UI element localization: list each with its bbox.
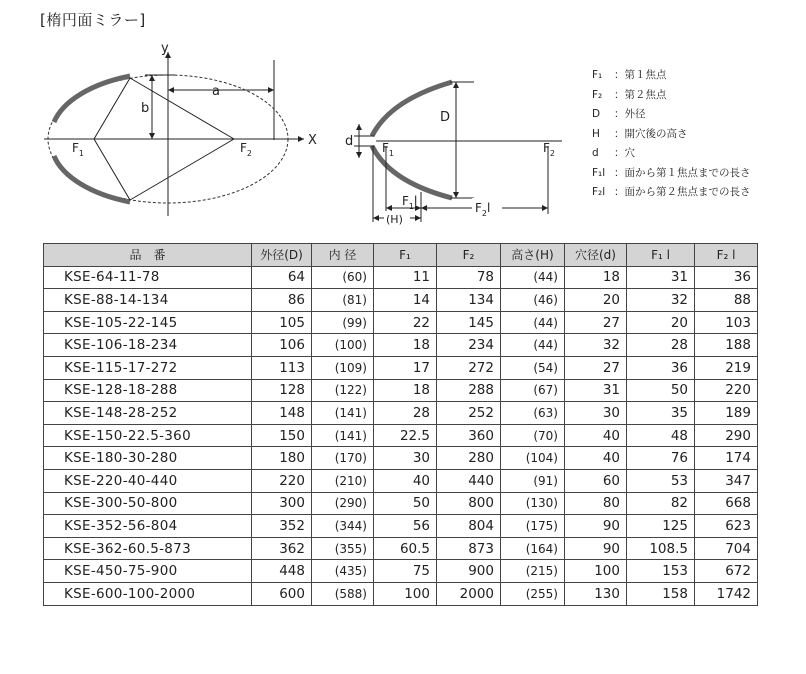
table-cell: 220 xyxy=(252,469,312,492)
table-cell: (70) xyxy=(501,424,565,447)
legend-symbol: F₂l xyxy=(592,186,606,198)
table-cell: (122) xyxy=(312,379,374,402)
table-cell: (91) xyxy=(501,469,565,492)
table-cell: (44) xyxy=(501,334,565,357)
mid-f1-subscript: 1 xyxy=(388,149,394,158)
table-cell: 174 xyxy=(695,447,758,470)
table-cell: 704 xyxy=(695,537,758,560)
table-cell: (67) xyxy=(501,379,565,402)
legend-description: ：第２焦点 xyxy=(614,88,667,101)
a-label: a xyxy=(212,84,220,99)
table-cell: 30 xyxy=(565,402,627,425)
column-header: F₂ xyxy=(437,244,501,267)
table-cell: 64 xyxy=(252,266,312,289)
table-cell: 440 xyxy=(437,469,501,492)
column-header: 品 番 xyxy=(44,244,252,267)
table-cell: 90 xyxy=(565,537,627,560)
model-number-cell: KSE-362-60.5-873 xyxy=(44,537,252,560)
f2l-l: l xyxy=(487,201,491,215)
f1-letter: F xyxy=(72,141,79,155)
table-row xyxy=(44,469,758,492)
table-cell: 220 xyxy=(695,379,758,402)
legend-row xyxy=(592,144,751,164)
table-cell: 158 xyxy=(627,582,695,605)
legend-symbol: F₂ xyxy=(592,88,603,101)
table-cell: 800 xyxy=(437,492,501,515)
table-cell: 100 xyxy=(565,560,627,583)
legend-row xyxy=(592,86,751,106)
table-cell: 148 xyxy=(252,402,312,425)
column-header: F₂ l xyxy=(695,244,758,267)
table-cell: (81) xyxy=(312,289,374,312)
table-cell: 40 xyxy=(374,469,437,492)
ray-lower xyxy=(94,139,234,200)
legend-description: ：外径 xyxy=(614,108,646,120)
table-cell: 300 xyxy=(252,492,312,515)
table-cell: 180 xyxy=(252,447,312,470)
table-cell: 88 xyxy=(695,289,758,312)
spec-table-body xyxy=(44,266,758,605)
table-cell: 20 xyxy=(627,311,695,334)
table-cell: (60) xyxy=(312,266,374,289)
table-row xyxy=(44,582,758,605)
model-number-cell: KSE-150-22.5-360 xyxy=(44,424,252,447)
table-cell: 56 xyxy=(374,515,437,538)
table-cell: (344) xyxy=(312,515,374,538)
table-cell: 30 xyxy=(374,447,437,470)
table-cell: 600 xyxy=(252,582,312,605)
h-label: (H) xyxy=(386,213,403,226)
table-cell: 50 xyxy=(627,379,695,402)
table-cell: (588) xyxy=(312,582,374,605)
model-number-cell: KSE-115-17-272 xyxy=(44,356,252,379)
table-cell: 360 xyxy=(437,424,501,447)
table-cell: 18 xyxy=(565,266,627,289)
column-header: 外径(D) xyxy=(252,244,312,267)
table-cell: 623 xyxy=(695,515,758,538)
table-cell: 288 xyxy=(437,379,501,402)
table-row xyxy=(44,537,758,560)
legend-row xyxy=(592,183,751,203)
table-cell: 75 xyxy=(374,560,437,583)
table-row xyxy=(44,334,758,357)
column-header: 内 径 xyxy=(312,244,374,267)
table-cell: 32 xyxy=(627,289,695,312)
table-cell: 448 xyxy=(252,560,312,583)
table-cell: 50 xyxy=(374,492,437,515)
model-number-cell: KSE-352-56-804 xyxy=(44,515,252,538)
f1l-letter: F xyxy=(402,194,409,208)
table-cell: 1742 xyxy=(695,582,758,605)
model-number-cell: KSE-300-50-800 xyxy=(44,492,252,515)
table-cell: 18 xyxy=(374,379,437,402)
table-cell: 18 xyxy=(374,334,437,357)
mirror-upper-shell xyxy=(54,76,130,122)
mid-f2-letter: F xyxy=(543,141,550,155)
table-cell: 108.5 xyxy=(627,537,695,560)
table-cell: 873 xyxy=(437,537,501,560)
table-cell: 20 xyxy=(565,289,627,312)
model-number-cell: KSE-64-11-78 xyxy=(44,266,252,289)
table-row xyxy=(44,402,758,425)
table-cell: 27 xyxy=(565,356,627,379)
model-number-cell: KSE-105-22-145 xyxy=(44,311,252,334)
model-number-cell: KSE-600-100-2000 xyxy=(44,582,252,605)
legend-symbol: D xyxy=(592,108,601,120)
table-cell: (215) xyxy=(501,560,565,583)
column-header: 穴径(d) xyxy=(565,244,627,267)
table-row xyxy=(44,289,758,312)
table-cell: 128 xyxy=(252,379,312,402)
table-cell: 347 xyxy=(695,469,758,492)
table-row xyxy=(44,447,758,470)
page-title: [楕円面ミラー] xyxy=(40,11,146,29)
table-cell: 48 xyxy=(627,424,695,447)
table-cell: 36 xyxy=(627,356,695,379)
table-cell: 672 xyxy=(695,560,758,583)
legend-symbol: F₁ xyxy=(592,69,603,81)
axis-y-label: y xyxy=(161,41,169,56)
table-row xyxy=(44,515,758,538)
legend-description: ：第１焦点 xyxy=(614,69,667,81)
table-cell: 22.5 xyxy=(374,424,437,447)
table-cell: 100 xyxy=(374,582,437,605)
table-cell: (46) xyxy=(501,289,565,312)
table-cell: 60.5 xyxy=(374,537,437,560)
table-cell: (255) xyxy=(501,582,565,605)
table-cell: 668 xyxy=(695,492,758,515)
table-cell: (170) xyxy=(312,447,374,470)
table-cell: 53 xyxy=(627,469,695,492)
table-row xyxy=(44,266,758,289)
table-cell: 80 xyxy=(565,492,627,515)
table-cell: 40 xyxy=(565,447,627,470)
table-cell: 134 xyxy=(437,289,501,312)
table-cell: 290 xyxy=(695,424,758,447)
mirror-lower-shell xyxy=(54,156,130,202)
table-cell: 145 xyxy=(437,311,501,334)
table-cell: (44) xyxy=(501,311,565,334)
spec-table-head xyxy=(44,244,758,267)
spec-table xyxy=(43,243,758,606)
table-cell: 36 xyxy=(695,266,758,289)
f2l-letter: F xyxy=(475,201,482,215)
table-cell: 40 xyxy=(565,424,627,447)
f1-label xyxy=(72,141,84,158)
table-cell: 78 xyxy=(437,266,501,289)
table-cell: (44) xyxy=(501,266,565,289)
table-cell: (63) xyxy=(501,402,565,425)
table-cell: 188 xyxy=(695,334,758,357)
mid-f2-subscript: 2 xyxy=(549,149,555,158)
table-cell: 150 xyxy=(252,424,312,447)
column-header: 高さ(H) xyxy=(501,244,565,267)
table-row xyxy=(44,424,758,447)
table-cell: (100) xyxy=(312,334,374,357)
table-cell: 60 xyxy=(565,469,627,492)
table-cell: 900 xyxy=(437,560,501,583)
table-cell: (54) xyxy=(501,356,565,379)
f2-letter: F xyxy=(240,141,247,155)
model-number-cell: KSE-450-75-900 xyxy=(44,560,252,583)
table-cell: 22 xyxy=(374,311,437,334)
table-cell: 28 xyxy=(627,334,695,357)
mirror-upper-arc xyxy=(372,82,452,136)
table-cell: (109) xyxy=(312,356,374,379)
hole-label: d xyxy=(345,134,354,149)
model-number-cell: KSE-148-28-252 xyxy=(44,402,252,425)
column-header: F₁ xyxy=(374,244,437,267)
legend-symbol: F₁l xyxy=(592,166,606,179)
table-cell: 35 xyxy=(627,402,695,425)
table-cell: (210) xyxy=(312,469,374,492)
table-cell: 189 xyxy=(695,402,758,425)
legend-row xyxy=(592,164,751,184)
table-cell: 105 xyxy=(252,311,312,334)
mid-f1-letter: F xyxy=(382,141,389,155)
model-number-cell: KSE-106-18-234 xyxy=(44,334,252,357)
legend-description: ：面から第１焦点までの長さ xyxy=(614,166,751,179)
table-cell: 113 xyxy=(252,356,312,379)
ellipse-section-diagram xyxy=(44,41,317,216)
f2l-subscript: 2 xyxy=(481,209,487,218)
table-cell: 252 xyxy=(437,402,501,425)
legend-row xyxy=(592,105,751,125)
table-row xyxy=(44,379,758,402)
table-cell: (435) xyxy=(312,560,374,583)
axis-x-label: X xyxy=(308,133,317,148)
f1l-l: l xyxy=(414,194,418,208)
model-number-cell: KSE-128-18-288 xyxy=(44,379,252,402)
column-header: F₁ l xyxy=(627,244,695,267)
table-cell: (141) xyxy=(312,402,374,425)
table-cell: 31 xyxy=(565,379,627,402)
symbol-legend xyxy=(592,66,751,203)
model-number-cell: KSE-88-14-134 xyxy=(44,289,252,312)
legend-row xyxy=(592,66,751,86)
table-cell: 219 xyxy=(695,356,758,379)
mid-f1-label xyxy=(382,141,394,158)
table-cell: (355) xyxy=(312,537,374,560)
table-cell: 234 xyxy=(437,334,501,357)
table-row xyxy=(44,356,758,379)
table-cell: 14 xyxy=(374,289,437,312)
table-cell: 11 xyxy=(374,266,437,289)
table-cell: 804 xyxy=(437,515,501,538)
f2-label xyxy=(240,141,252,158)
table-cell: 153 xyxy=(627,560,695,583)
b-label: b xyxy=(141,101,150,116)
table-cell: 17 xyxy=(374,356,437,379)
table-cell: (290) xyxy=(312,492,374,515)
legend-symbol: H xyxy=(592,127,600,140)
table-cell: 352 xyxy=(252,515,312,538)
legend-row xyxy=(592,125,751,145)
table-cell: 106 xyxy=(252,334,312,357)
table-row xyxy=(44,492,758,515)
d-outer-label: D xyxy=(440,110,451,125)
table-cell: (164) xyxy=(501,537,565,560)
model-number-cell: KSE-220-40-440 xyxy=(44,469,252,492)
f2-subscript: 2 xyxy=(246,149,252,158)
mid-f2-label xyxy=(543,141,555,158)
table-cell: 31 xyxy=(627,266,695,289)
table-cell: 32 xyxy=(565,334,627,357)
f1l-subscript: 1 xyxy=(408,202,414,211)
table-cell: (130) xyxy=(501,492,565,515)
table-cell: 82 xyxy=(627,492,695,515)
table-row xyxy=(44,311,758,334)
table-cell: 362 xyxy=(252,537,312,560)
legend-description: ：面から第２焦点までの長さ xyxy=(614,186,751,198)
table-cell: (175) xyxy=(501,515,565,538)
table-cell: 2000 xyxy=(437,582,501,605)
table-cell: (99) xyxy=(312,311,374,334)
table-cell: 125 xyxy=(627,515,695,538)
table-cell: (141) xyxy=(312,424,374,447)
table-cell: (104) xyxy=(501,447,565,470)
table-cell: 130 xyxy=(565,582,627,605)
table-cell: 272 xyxy=(437,356,501,379)
table-cell: 280 xyxy=(437,447,501,470)
table-cell: 28 xyxy=(374,402,437,425)
table-cell: 103 xyxy=(695,311,758,334)
table-cell: 86 xyxy=(252,289,312,312)
table-cell: 27 xyxy=(565,311,627,334)
f1-subscript: 1 xyxy=(78,149,84,158)
mirror-dimension-diagram xyxy=(345,82,562,226)
table-cell: 76 xyxy=(627,447,695,470)
legend-description: ：穴 xyxy=(614,147,635,159)
legend-description: ：開穴後の高さ xyxy=(614,127,688,140)
table-cell: 90 xyxy=(565,515,627,538)
header-row xyxy=(44,244,758,267)
legend-symbol: d xyxy=(592,147,599,159)
model-number-cell: KSE-180-30-280 xyxy=(44,447,252,470)
table-row xyxy=(44,560,758,583)
